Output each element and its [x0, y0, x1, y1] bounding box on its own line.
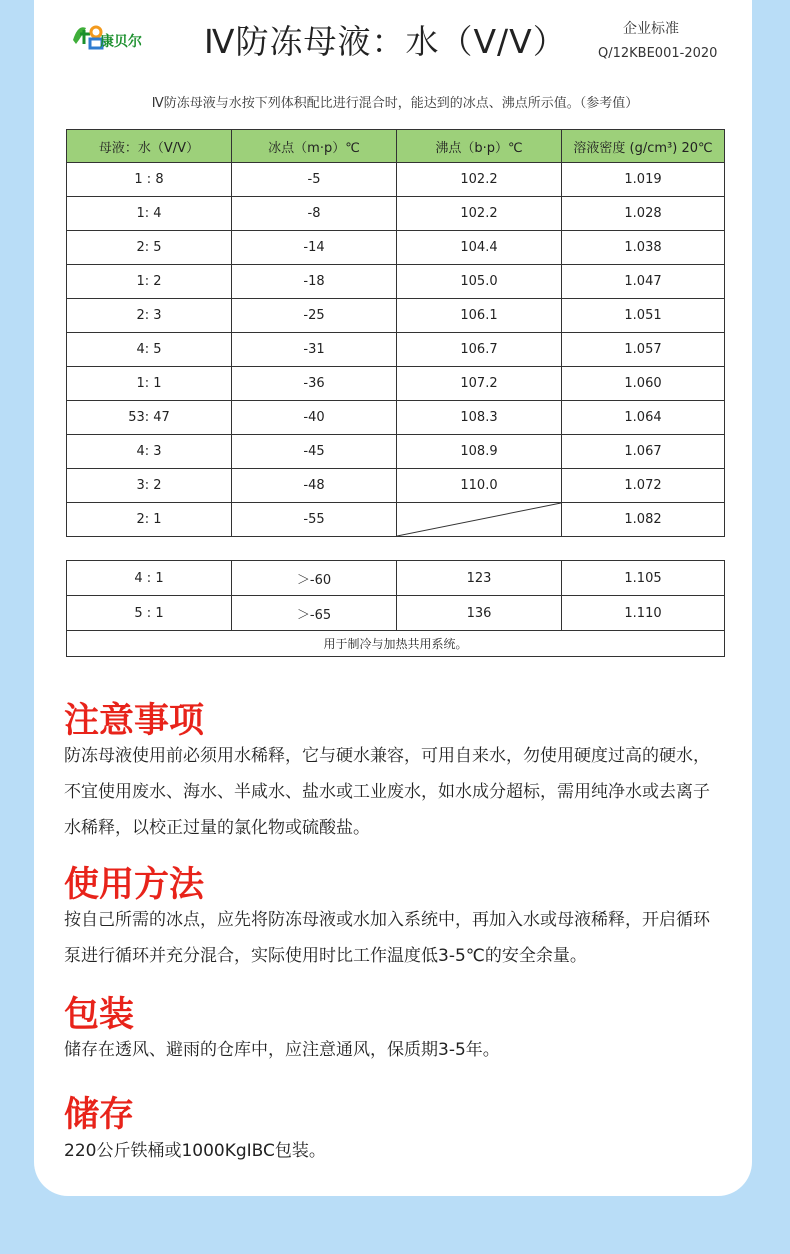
freezing-cell: ＞-65 [232, 596, 397, 631]
freezing-cell: ＞-60 [232, 561, 397, 596]
boiling-cell: 105.0 [397, 265, 562, 299]
density-cell: 1.028 [562, 197, 725, 231]
table-header-row [67, 130, 725, 163]
boiling-cell: 106.1 [397, 299, 562, 333]
intro-text: Ⅳ防冻母液与水按下列体积配比进行混合时，能达到的冰点、沸点所示值。（参考值） [151, 96, 639, 111]
header-ratio: 母液：水（V/V） [67, 130, 232, 163]
table-row [67, 299, 725, 333]
table-row [67, 469, 725, 503]
table-row [67, 503, 725, 537]
standard-label: 企业标准 [623, 21, 679, 37]
freezing-cell: -36 [232, 367, 397, 401]
mix-ratio-table-extended [66, 560, 725, 657]
boiling-cell: 136 [397, 596, 562, 631]
standard-code: Q/12KBE001-2020 [598, 46, 718, 61]
header-density: 溶液密度 (g/cm³) 20℃ [562, 130, 725, 163]
table-note: 用于制冷与加热共用系统。 [67, 631, 725, 657]
notice-body: 防冻母液使用前必须用水稀释，它与硬水兼容，可用自来水，勿使用硬度过高的硬水，不宜使用废水、海水、半咸水、盐水或工业废水，如水成分超标，需用纯净水或去离子水稀释，以校正过量的氯化物或硫酸盐。 [64, 746, 710, 838]
table-row [67, 163, 725, 197]
boiling-cell: 102.2 [397, 197, 562, 231]
density-cell: 1.110 [562, 596, 725, 631]
ratio-cell: 4 : 1 [67, 561, 232, 596]
freezing-cell: -18 [232, 265, 397, 299]
boiling-cell-empty [397, 503, 562, 537]
packaging-title: 包装 [64, 995, 135, 1035]
table-row [67, 367, 725, 401]
boiling-cell: 106.7 [397, 333, 562, 367]
document-title: Ⅳ防冻母液：水（V/V） [204, 22, 567, 61]
boiling-cell: 123 [397, 561, 562, 596]
brand-logo [70, 18, 180, 58]
mix-ratio-table [66, 129, 725, 537]
table-row [67, 401, 725, 435]
usage-title: 使用方法 [64, 865, 205, 905]
ratio-cell: 1 : 8 [67, 163, 232, 197]
ratio-cell: 2: 1 [67, 503, 232, 537]
freezing-cell: -40 [232, 401, 397, 435]
table-row [67, 561, 725, 596]
storage-title: 储存 [64, 1095, 135, 1135]
boiling-cell: 104.4 [397, 231, 562, 265]
ratio-cell: 5 : 1 [67, 596, 232, 631]
freezing-cell: -55 [232, 503, 397, 537]
ratio-cell: 4: 5 [67, 333, 232, 367]
logo-text: 康贝尔 [100, 34, 142, 50]
freezing-cell: -45 [232, 435, 397, 469]
ratio-cell: 4: 3 [67, 435, 232, 469]
ratio-cell: 53: 47 [67, 401, 232, 435]
table-row [67, 333, 725, 367]
ratio-cell: 3: 2 [67, 469, 232, 503]
density-cell: 1.064 [562, 401, 725, 435]
table-row [67, 596, 725, 631]
table-row [67, 265, 725, 299]
density-cell: 1.072 [562, 469, 725, 503]
freezing-cell: -8 [232, 197, 397, 231]
ratio-cell: 1: 4 [67, 197, 232, 231]
packaging-body: 储存在透风、避雨的仓库中，应注意通风，保质期3-5年。 [64, 1040, 500, 1060]
density-cell: 1.047 [562, 265, 725, 299]
table-row [67, 197, 725, 231]
usage-body: 按自己所需的冰点，应先将防冻母液或水加入系统中，再加入水或母液稀释，开启循环泵进行循环并充分混合，实际使用时比工作温度低3-5℃的安全余量。 [64, 910, 710, 966]
ratio-cell: 1: 2 [67, 265, 232, 299]
density-cell: 1.067 [562, 435, 725, 469]
freezing-cell: -48 [232, 469, 397, 503]
table-note-row [67, 631, 725, 657]
boiling-cell: 110.0 [397, 469, 562, 503]
density-cell: 1.082 [562, 503, 725, 537]
freezing-cell: -5 [232, 163, 397, 197]
table-row [67, 231, 725, 265]
boiling-cell: 102.2 [397, 163, 562, 197]
freezing-cell: -25 [232, 299, 397, 333]
freezing-cell: -31 [232, 333, 397, 367]
storage-body: 220公斤铁桶或1000KgIBC包装。 [64, 1141, 326, 1161]
density-cell: 1.038 [562, 231, 725, 265]
boiling-cell: 107.2 [397, 367, 562, 401]
ratio-cell: 2: 3 [67, 299, 232, 333]
density-cell: 1.019 [562, 163, 725, 197]
density-cell: 1.051 [562, 299, 725, 333]
density-cell: 1.060 [562, 367, 725, 401]
boiling-cell: 108.9 [397, 435, 562, 469]
boiling-cell: 108.3 [397, 401, 562, 435]
table-row [67, 435, 725, 469]
ratio-cell: 1: 1 [67, 367, 232, 401]
ratio-cell: 2: 5 [67, 231, 232, 265]
logo-mark-icon [70, 18, 104, 52]
header-boiling-point: 沸点（b·p）℃ [397, 130, 562, 163]
freezing-cell: -14 [232, 231, 397, 265]
notice-title: 注意事项 [64, 701, 205, 741]
diagonal-slash [397, 503, 561, 536]
density-cell: 1.057 [562, 333, 725, 367]
header-freezing-point: 冰点（m·p）℃ [232, 130, 397, 163]
density-cell: 1.105 [562, 561, 725, 596]
